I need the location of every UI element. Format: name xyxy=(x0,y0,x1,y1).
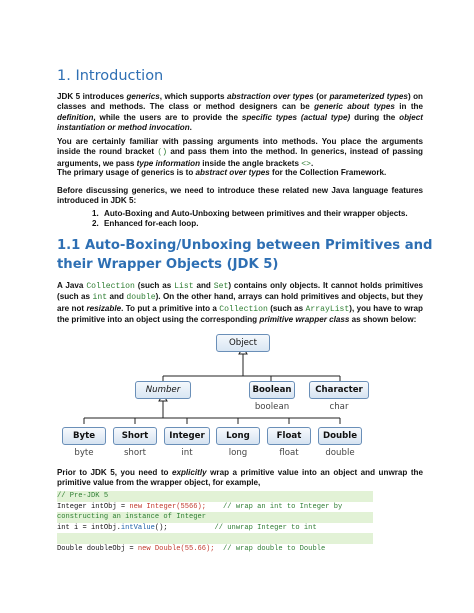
text-run: ) contains only objects. It cannot holds primitives (such as xyxy=(57,281,423,302)
text-run: . xyxy=(310,158,314,168)
term-generic-about-types: generic about types xyxy=(314,102,395,112)
code-double: double xyxy=(126,293,156,303)
section-heading: 1. Introduction xyxy=(57,68,164,84)
code-int: int xyxy=(92,293,108,303)
text-run: JDK 5 introduces xyxy=(57,92,127,101)
node-boolean: Boolean xyxy=(249,381,295,399)
list-item xyxy=(92,209,408,219)
node-float: Float xyxy=(267,427,311,445)
code-angle-brackets: <> xyxy=(301,159,311,169)
code-line xyxy=(57,502,373,513)
prim-label-int: int xyxy=(181,448,193,458)
term-resizable: resizable xyxy=(86,303,122,313)
code-text: Integer intObj = xyxy=(57,502,130,511)
term-explicitly: explicitly xyxy=(171,468,207,477)
prim-label-short: short xyxy=(123,448,147,458)
term-definition: definition xyxy=(57,112,94,122)
text-run: in the xyxy=(394,102,423,112)
code-list: List xyxy=(174,282,194,291)
text-run: (such as xyxy=(267,303,306,313)
text-run: and xyxy=(107,292,127,302)
text-run: A Java xyxy=(57,281,87,290)
text-run: You are certainly familiar with passing arguments into methods. You place the arguments inside the round bracket xyxy=(57,137,423,157)
node-number: Number xyxy=(135,381,191,399)
text-run: . xyxy=(189,123,192,133)
prim-label-char: char xyxy=(329,402,349,412)
intro-paragraph-before-discussing: Before discussing generics, we need to introduce these related new Java language features introduced in JDK 5: xyxy=(57,186,423,206)
term-generics: generics xyxy=(126,92,160,101)
code-block xyxy=(57,491,373,555)
text-run: (such as xyxy=(134,281,175,290)
list-number: 1. xyxy=(92,209,99,218)
code-text: (); xyxy=(154,523,168,532)
code-line xyxy=(57,523,373,534)
code-comment: // wrap double to Double xyxy=(214,544,326,553)
term-instantiation: object instantiation or method invocation xyxy=(57,112,423,133)
feature-list xyxy=(92,209,408,230)
subsection-paragraph-prior-jdk5 xyxy=(57,468,423,489)
node-double: Double xyxy=(318,427,362,445)
text-run: , while the users are to provide the xyxy=(93,112,242,122)
text-run: ), you have to wrap the primitive into an object using the corresponding xyxy=(57,303,424,325)
code-method: intValue xyxy=(120,523,155,532)
code-arraylist: ArrayList xyxy=(305,304,350,314)
text-run: . To put a primitive into a xyxy=(121,303,220,313)
term-parameterized-types: parameterized types xyxy=(329,92,408,101)
list-number: 2. xyxy=(92,219,99,229)
text-run: , which supports xyxy=(159,92,227,101)
code-text: Double(55.66); xyxy=(150,544,215,553)
code-comment: // unwrap Integer to int xyxy=(167,523,317,532)
text-run: ) on classes and methods. The class or method designers can be xyxy=(57,92,423,112)
text-run: as shown below: xyxy=(349,315,417,325)
subsection-heading: 1.1 Auto-Boxing/Unboxing between Primitives and their Wrapper Objects (JDK 5) xyxy=(57,238,433,272)
list-item-text: Enhanced for-each loop. xyxy=(104,219,199,229)
prim-label-float: float xyxy=(279,448,299,458)
code-text: Double doubleObj = xyxy=(57,544,138,553)
text-run: inside the angle brackets xyxy=(200,158,302,168)
code-comment: // Pre-JDK 5 xyxy=(57,492,109,500)
text-run: for the Collection Framework. xyxy=(269,168,387,177)
node-byte: Byte xyxy=(62,427,106,445)
prim-label-boolean: boolean xyxy=(254,402,290,412)
wrapper-class-diagram xyxy=(57,332,423,462)
code-collection: Collection xyxy=(86,282,135,291)
list-item xyxy=(92,219,408,229)
code-text: Integer(5566); xyxy=(142,502,207,511)
term-abstraction: abstraction over types xyxy=(226,92,314,101)
code-text: int i = intObj. xyxy=(57,523,121,532)
code-comment: constructing an instance of Integer xyxy=(57,513,206,522)
code-keyword: new xyxy=(129,502,143,511)
text-run: The primary usage of generics is to xyxy=(57,168,196,177)
text-run: wrap a primitive value into an object and unwrap the primitive value from the wrapper object, for example, xyxy=(57,468,423,488)
subsection-paragraph-collection xyxy=(57,281,423,326)
code-line xyxy=(57,544,373,555)
intro-paragraph-arguments xyxy=(57,137,423,170)
code-comment: // wrap an int to Integer by xyxy=(206,502,343,511)
code-line xyxy=(57,512,373,523)
text-run: ). On the other hand, arrays can hold primitives and objects, but they are not xyxy=(57,292,423,313)
term-type-information: type information xyxy=(136,158,201,168)
code-line xyxy=(57,491,373,502)
text-run: and pass them into the method. In generics, instead of passing arguments, we pass xyxy=(57,147,423,168)
code-set: Set xyxy=(213,282,229,291)
intro-paragraph-generics xyxy=(57,92,423,134)
node-short: Short xyxy=(113,427,157,445)
node-long: Long xyxy=(216,427,260,445)
code-collection: Collection xyxy=(219,304,268,314)
node-character: Character xyxy=(309,381,369,399)
prim-label-byte: byte xyxy=(74,448,94,458)
text-run: Prior to JDK 5, you need to xyxy=(57,468,172,477)
term-abstract-over-types: abstract over types xyxy=(195,168,270,177)
text-run: (or xyxy=(313,92,330,101)
prim-label-double: double xyxy=(325,448,355,458)
node-object: Object xyxy=(216,334,270,352)
text-run: during the xyxy=(350,112,400,122)
node-integer: Integer xyxy=(164,427,210,445)
list-item-text: Auto-Boxing and Auto-Unboxing between primitives and their wrapper objects. xyxy=(104,209,408,218)
code-round-brackets: () xyxy=(157,148,168,158)
prim-label-long: long xyxy=(228,448,248,458)
text-run: and xyxy=(193,281,214,290)
term-specific-types: specific types (actual type) xyxy=(241,112,351,122)
intro-paragraph-primary-usage xyxy=(57,168,423,178)
code-line xyxy=(57,533,373,544)
code-keyword: new xyxy=(137,544,151,553)
term-primitive-wrapper-class: primitive wrapper class xyxy=(259,315,350,325)
